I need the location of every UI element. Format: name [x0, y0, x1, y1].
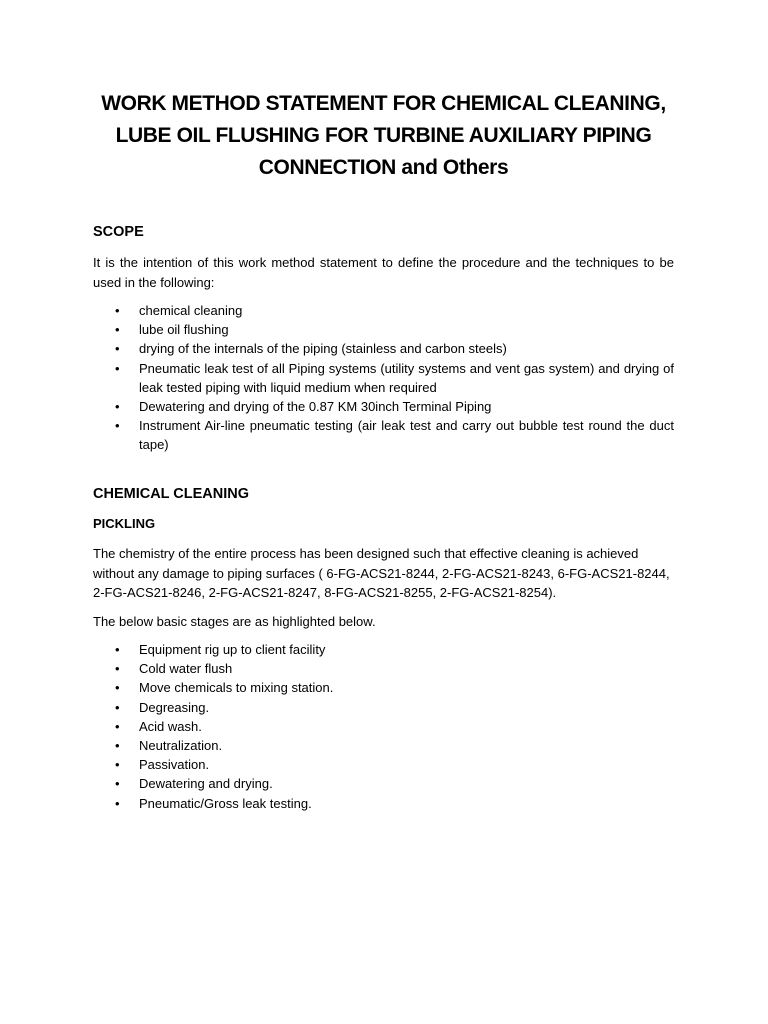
- list-item: [93, 416, 674, 454]
- list-item-text: Degreasing.: [139, 699, 210, 715]
- bullet-icon: •: [115, 738, 120, 754]
- bullet-icon: •: [115, 642, 120, 657]
- list-item: [93, 717, 674, 736]
- list-item: [93, 794, 674, 813]
- list-item-text: Instrument Air-line pneumatic testing (air leak test and carry out bubble test round the duct tape): [139, 418, 674, 453]
- scope-intro-paragraph: It is the intention of this work method statement to define the procedure and the techniques to be used in the following:: [93, 255, 674, 290]
- pickling-paragraph: The chemistry of the entire process has been designed such that effective cleaning is achieved without any damage to piping surfaces ( 6-FG-ACS21-8244, 2-FG-ACS21-8243, 6-FG-ACS21-8244, 2-FG-ACS21-8246, 2-FG-ACS21-8247, 8-FG-ACS21-8255, 2-FG-ACS21-8254).: [93, 546, 670, 600]
- scope-list: [93, 301, 674, 455]
- bullet-icon: •: [115, 680, 120, 696]
- bullet-icon: •: [115, 718, 120, 734]
- list-item-text: Passivation.: [139, 757, 210, 773]
- list-item: [93, 736, 674, 755]
- pickling-subheading: PICKLING: [93, 516, 156, 531]
- list-item-text: Dewatering and drying.: [139, 776, 273, 792]
- list-item-text: Pneumatic/Gross leak testing.: [139, 795, 312, 811]
- bullet-icon: •: [115, 795, 120, 811]
- list-item-text: chemical cleaning: [139, 303, 243, 318]
- stages-list: [93, 640, 674, 813]
- bullet-icon: •: [115, 360, 120, 376]
- list-item-text: Cold water flush: [139, 661, 233, 677]
- list-item-text: drying of the internals of the piping (stainless and carbon steels): [139, 341, 507, 357]
- list-item-text: lube oil flushing: [139, 322, 229, 338]
- bullet-icon: •: [115, 322, 120, 338]
- bullet-icon: •: [115, 757, 120, 773]
- chemical-cleaning-heading: CHEMICAL CLEANING: [93, 486, 250, 502]
- bullet-icon: •: [115, 699, 120, 715]
- list-item-text: Acid wash.: [139, 718, 202, 734]
- bullet-icon: •: [115, 399, 120, 415]
- stages-intro-paragraph: The below basic stages are as highlighted below.: [93, 614, 376, 629]
- bullet-icon: •: [115, 341, 120, 357]
- bullet-icon: •: [115, 303, 120, 318]
- list-item-text: Pneumatic leak test of all Piping systems (utility systems and vent gas system) and drying of leak tested piping with liquid medium when required: [139, 360, 674, 395]
- list-item: [93, 774, 674, 793]
- document-title: WORK METHOD STATEMENT FOR CHEMICAL CLEANING, LUBE OIL FLUSHING FOR TURBINE AUXILIARY PIPING CONNECTION and Others: [101, 92, 666, 179]
- list-item-text: Move chemicals to mixing station.: [139, 680, 334, 696]
- list-item-text: Neutralization.: [139, 738, 223, 754]
- list-item: [93, 640, 674, 659]
- list-item-text: Dewatering and drying of the 0.87 KM 30inch Terminal Piping: [139, 399, 492, 415]
- bullet-icon: •: [115, 776, 120, 792]
- list-item: [93, 301, 674, 320]
- list-item: [93, 678, 674, 697]
- list-item: [93, 320, 674, 339]
- list-item-text: Equipment rig up to client facility: [139, 642, 326, 657]
- list-item: [93, 339, 674, 358]
- list-item: [93, 397, 674, 416]
- scope-heading: SCOPE: [93, 224, 144, 240]
- bullet-icon: •: [115, 418, 120, 434]
- list-item: [93, 698, 674, 717]
- list-item: [93, 359, 674, 397]
- list-item: [93, 659, 674, 678]
- bullet-icon: •: [115, 661, 120, 677]
- list-item: [93, 755, 674, 774]
